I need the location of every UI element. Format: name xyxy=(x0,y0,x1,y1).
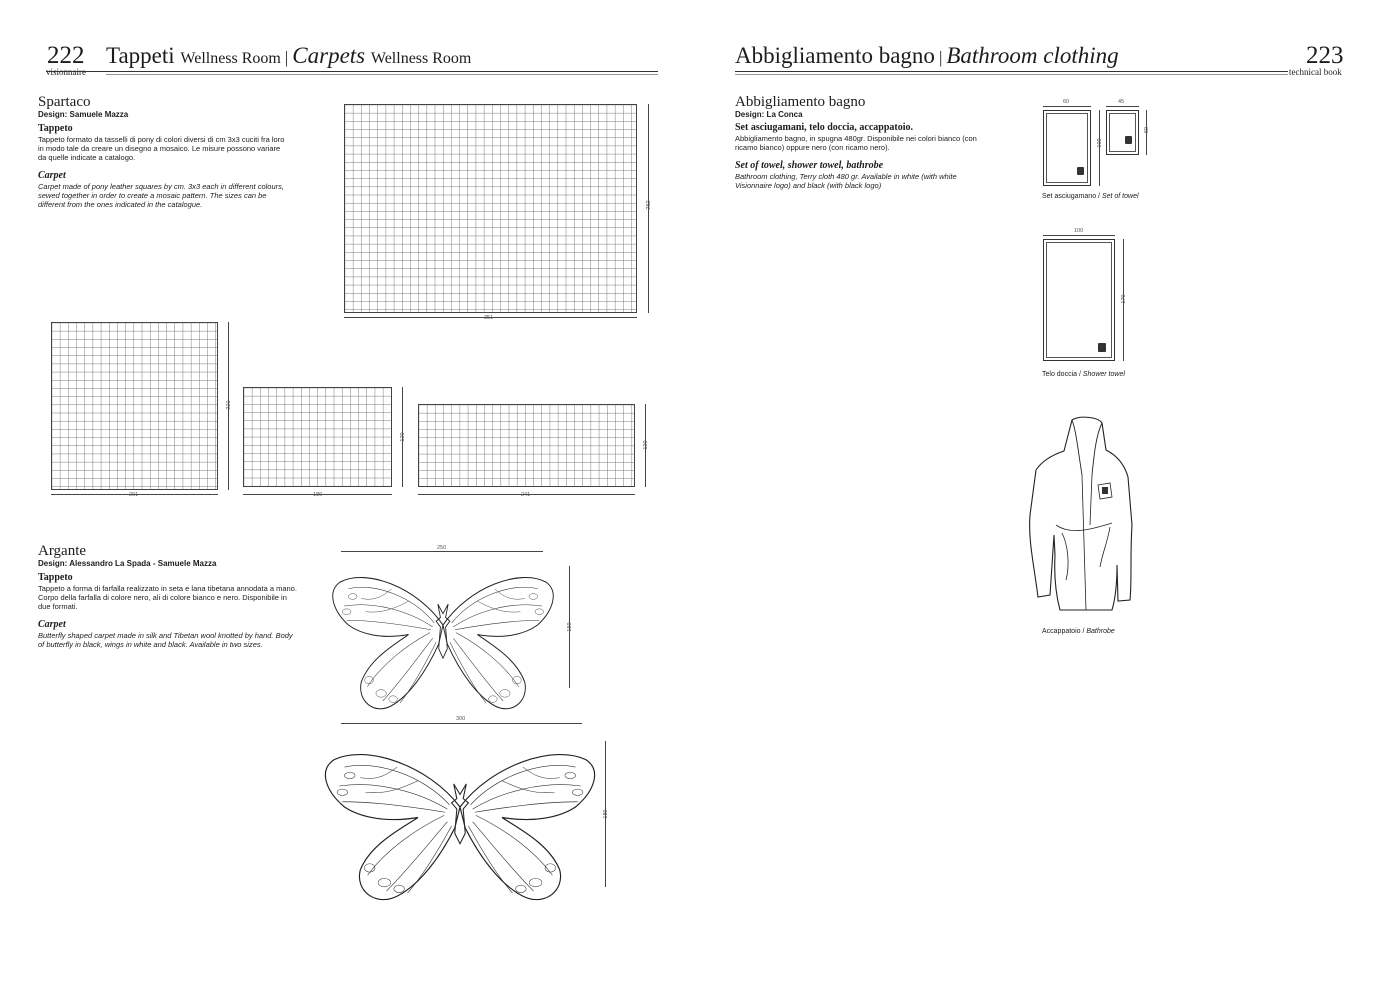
dim-line xyxy=(1106,106,1139,107)
right-header-rule-thin xyxy=(735,74,1288,75)
caption-it: Accappatoio xyxy=(1042,628,1081,635)
product-title: Argante xyxy=(38,543,87,559)
title-it: Abbigliamento bagno xyxy=(735,43,935,68)
carpet-grid-square xyxy=(51,322,218,490)
dim-label: 252 xyxy=(646,200,652,210)
dim-label: 241 xyxy=(521,492,531,498)
dim-label: 221 xyxy=(226,400,232,410)
dim-label: 120 xyxy=(400,432,406,442)
designer-credit: Design: La Conca xyxy=(735,110,803,119)
right-page-title xyxy=(735,43,1119,71)
text-en: Butterfly shaped carpet made in silk and Tibetan wool knotted by hand. Body of butterfly in black, wings in white and black. Available in two sizes. xyxy=(38,631,293,649)
bathrobe-drawing xyxy=(1020,415,1145,615)
shower-towel-caption xyxy=(1042,370,1125,379)
subtitle-en: Carpet xyxy=(38,619,66,630)
text-en: Carpet made of pony leather squares by cm. 3x3 each in different colours, sewed together in order to create a mosaic pattern. The sizes can be different from the ones indicated in the catalogue. xyxy=(38,182,284,209)
bathroom-description xyxy=(735,94,980,190)
text-it: Abbigliamento bagno, in spugna 480gr. Disponibile nei colori bianco (con ricamo bianco) oppure nero (con ricamo nero). xyxy=(735,134,977,152)
caption-sep: / xyxy=(1096,193,1102,200)
text-en: Bathroom clothing, Terry cloth 480 gr. Available in white (with white Visionnaire logo) and black (with black logo) xyxy=(735,172,957,190)
subtitle-en: Set of towel, shower towel, bathrobe xyxy=(735,160,884,171)
carpet-grid-medium xyxy=(418,404,635,487)
left-header-rule xyxy=(46,71,658,72)
right-page-number: 223 xyxy=(1306,42,1344,69)
subtitle-it: Set asciugamani, telo doccia, accappatoio. xyxy=(735,122,914,133)
dim-label: 201 xyxy=(129,492,139,498)
butterfly-carpet-small xyxy=(340,560,560,700)
butterfly-carpet-large xyxy=(330,735,600,895)
carpet-grid-small xyxy=(243,387,392,487)
left-page-title xyxy=(106,43,471,72)
spartaco-description xyxy=(38,94,288,209)
title-it: Tappeti xyxy=(106,43,175,68)
text-it: Tappeto formato da tasselli di pony di colori diversi di cm 3x3 cuciti fra loro in modo tale da creare un disegno a mosaico. Le misure possono variare da quelle indicate a catalogo. xyxy=(38,135,285,162)
title-it-sub: Wellness Room xyxy=(180,50,281,67)
left-header-rule-thin xyxy=(106,74,658,75)
designer-credit: Design: Samuele Mazza xyxy=(38,110,129,119)
caption-en: Set of towel xyxy=(1101,193,1139,200)
left-page-number: 222 xyxy=(47,42,85,69)
dim-label: 180 xyxy=(603,809,609,819)
dim-line xyxy=(341,551,543,552)
caption-en: Bathrobe xyxy=(1086,628,1115,635)
shower-towel xyxy=(1043,239,1115,361)
logo-icon xyxy=(1077,167,1084,175)
towel-border-inner xyxy=(1109,113,1136,152)
caption-it: Set asciugamano xyxy=(1042,193,1097,200)
argante-description xyxy=(38,543,300,649)
right-header-rule xyxy=(735,71,1288,72)
dim-label: 45 xyxy=(1118,99,1125,105)
title-separator: | xyxy=(938,48,943,67)
product-title: Abbigliamento bagno xyxy=(735,94,866,110)
dim-label: 60 xyxy=(1144,126,1150,134)
caption-sep: / xyxy=(1080,628,1087,635)
dim-label: 100 xyxy=(1074,228,1084,234)
dim-label: 150 xyxy=(567,622,573,632)
bathrobe-caption xyxy=(1042,627,1115,636)
dim-label: 300 xyxy=(456,716,466,722)
dim-label: 120 xyxy=(643,440,649,450)
designer-credit: Design: Alessandro La Spada - Samuele Mazza xyxy=(38,559,217,568)
dim-label: 180 xyxy=(313,492,323,498)
dim-line xyxy=(341,723,582,724)
dim-label: 100 xyxy=(1097,138,1103,148)
carpet-grid-large xyxy=(344,104,637,313)
caption-it: Telo doccia xyxy=(1042,371,1078,378)
dim-label: 351 xyxy=(484,315,494,321)
subtitle-it: Tappeto xyxy=(38,123,73,134)
logo-icon xyxy=(1098,343,1106,352)
caption-en: Shower towel xyxy=(1082,371,1125,378)
caption-sep: / xyxy=(1077,371,1083,378)
left-brand-label: visionnaire xyxy=(46,67,86,77)
dim-line xyxy=(1043,235,1115,236)
product-title: Spartaco xyxy=(38,94,91,110)
dim-label: 170 xyxy=(1121,294,1127,304)
logo-icon xyxy=(1125,136,1132,144)
towel-set-caption xyxy=(1042,192,1139,201)
subtitle-it: Tappeto xyxy=(38,572,73,583)
towel-large xyxy=(1043,110,1091,186)
right-brand-label: technical book xyxy=(1289,67,1342,77)
title-separator: | xyxy=(284,48,289,67)
dim-label: 250 xyxy=(437,545,447,551)
text-it: Tappeto a forma di farfalla realizzato in seta e lana tibetana annodata a mano. Corpo della farfalla di colore nero, ali di colore bianco e nero. Disponibile in due formati. xyxy=(38,584,297,611)
dim-label: 60 xyxy=(1063,99,1070,105)
subtitle-en: Carpet xyxy=(38,170,66,181)
towel-border-inner xyxy=(1046,242,1112,358)
dim-line xyxy=(1043,106,1091,107)
title-en: Carpets xyxy=(292,43,366,68)
title-en-sub: Wellness Room xyxy=(370,50,472,67)
towel-small xyxy=(1106,110,1139,155)
title-en: Bathroom clothing xyxy=(946,43,1119,68)
